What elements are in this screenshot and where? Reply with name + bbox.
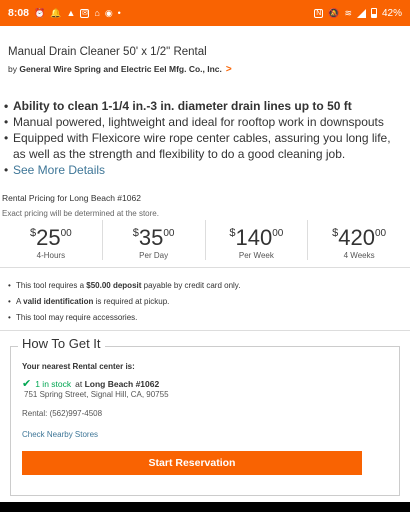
store-phone[interactable]: Rental: (562)997-4508: [22, 409, 103, 418]
in-stock-count: 1 in stock: [35, 378, 72, 389]
accessories-note: • This tool may require accessories.: [8, 310, 240, 326]
chevron-right-icon: >: [225, 64, 232, 75]
feature-list: [6, 98, 406, 178]
price-dollars: 140: [235, 225, 273, 250]
battery-percent: 42%: [381, 7, 402, 19]
price-dollars: 420: [338, 225, 375, 250]
divider: [0, 267, 410, 268]
start-reservation-button[interactable]: Start Reservation: [22, 451, 362, 475]
price-label: 4 Weeks: [343, 251, 375, 260]
price-cents: 00: [60, 228, 72, 239]
store-address: 751 Spring Street, Signal Hill, CA, 90755: [24, 390, 169, 399]
pricing-title: Rental Pricing for Long Beach #1062: [2, 193, 141, 203]
nearest-center-label: Your nearest Rental center is:: [22, 362, 135, 371]
nfc-icon: N: [316, 9, 322, 17]
divider: [0, 330, 410, 331]
circle-icon: ◉: [104, 7, 113, 18]
triangle-icon: ▲: [66, 7, 76, 18]
price-table: [0, 220, 410, 260]
deposit-note: • This tool requires a $50.00 deposit payable by credit card only.: [8, 278, 240, 294]
product-title: Manual Drain Cleaner 50' x 1/2" Rental: [8, 46, 207, 58]
price-cents: 00: [374, 228, 387, 239]
price-4-hours: $^{\$}25^{00}$ 4-Hours: [0, 220, 102, 260]
home-icon: ⌂: [94, 7, 100, 18]
alarm-icon: ⏰: [34, 7, 46, 18]
signal-icon: [357, 9, 366, 18]
navigation-bar: [0, 502, 410, 512]
brand-prefix: by: [8, 64, 20, 74]
price-dollars: 35: [138, 225, 164, 250]
see-more-link[interactable]: [6, 162, 406, 178]
id-note: • A valid identification is required at pickup.: [8, 294, 240, 310]
wifi-icon: ≋: [344, 7, 352, 18]
how-to-get-it-title: How To Get It: [18, 336, 105, 351]
dot-icon: •: [117, 7, 121, 18]
store-name: at Long Beach #1062: [75, 378, 160, 389]
price-label: 4-Hours: [36, 251, 66, 260]
see-more-label[interactable]: See More Details: [13, 163, 106, 177]
check-nearby-stores-link[interactable]: Check Nearby Stores: [22, 430, 99, 439]
feature-item: • Equipped with Flexicore wire rope center cables, assuring you long life, as well as the strength and flexibility to do a good cleaning job.: [6, 130, 406, 162]
status-time: 8:08: [8, 7, 30, 19]
price-per-day: $^{\$}35^{00}$ Per Day: [102, 220, 205, 260]
feature-item: • Ability to clean 1-1/4 in.-3 in. diameter drain lines up to 50 ft: [6, 98, 406, 114]
price-label: Per Day: [139, 251, 169, 260]
checkmark-icon: ✔: [22, 378, 32, 390]
stock-row: [22, 377, 159, 390]
price-label: Per Week: [238, 251, 274, 260]
price-dollars: 25: [36, 225, 61, 250]
status-bar: [0, 0, 410, 26]
notification-icon: 🔔: [50, 7, 62, 18]
mail-icon: ✉: [81, 9, 88, 17]
rental-notes: [8, 278, 240, 326]
price-4-weeks: $^{\$}420^{00}$ 4 Weeks: [307, 220, 410, 260]
feature-item: • Manual powered, lightweight and ideal for rooftop work in downspouts: [6, 114, 406, 130]
brand-name[interactable]: General Wire Spring and Electric Eel Mfg. Co., Inc.: [19, 64, 222, 74]
pricing-note: Exact pricing will be determined at the store.: [2, 209, 159, 218]
silent-icon: 🔕: [328, 7, 340, 18]
price-cents: 00: [272, 228, 284, 239]
product-brand[interactable]: [8, 64, 232, 75]
battery-icon: [371, 8, 377, 18]
price-per-week: $^{\$}140^{00}$ Per Week: [205, 220, 308, 260]
price-cents: 00: [163, 228, 175, 239]
